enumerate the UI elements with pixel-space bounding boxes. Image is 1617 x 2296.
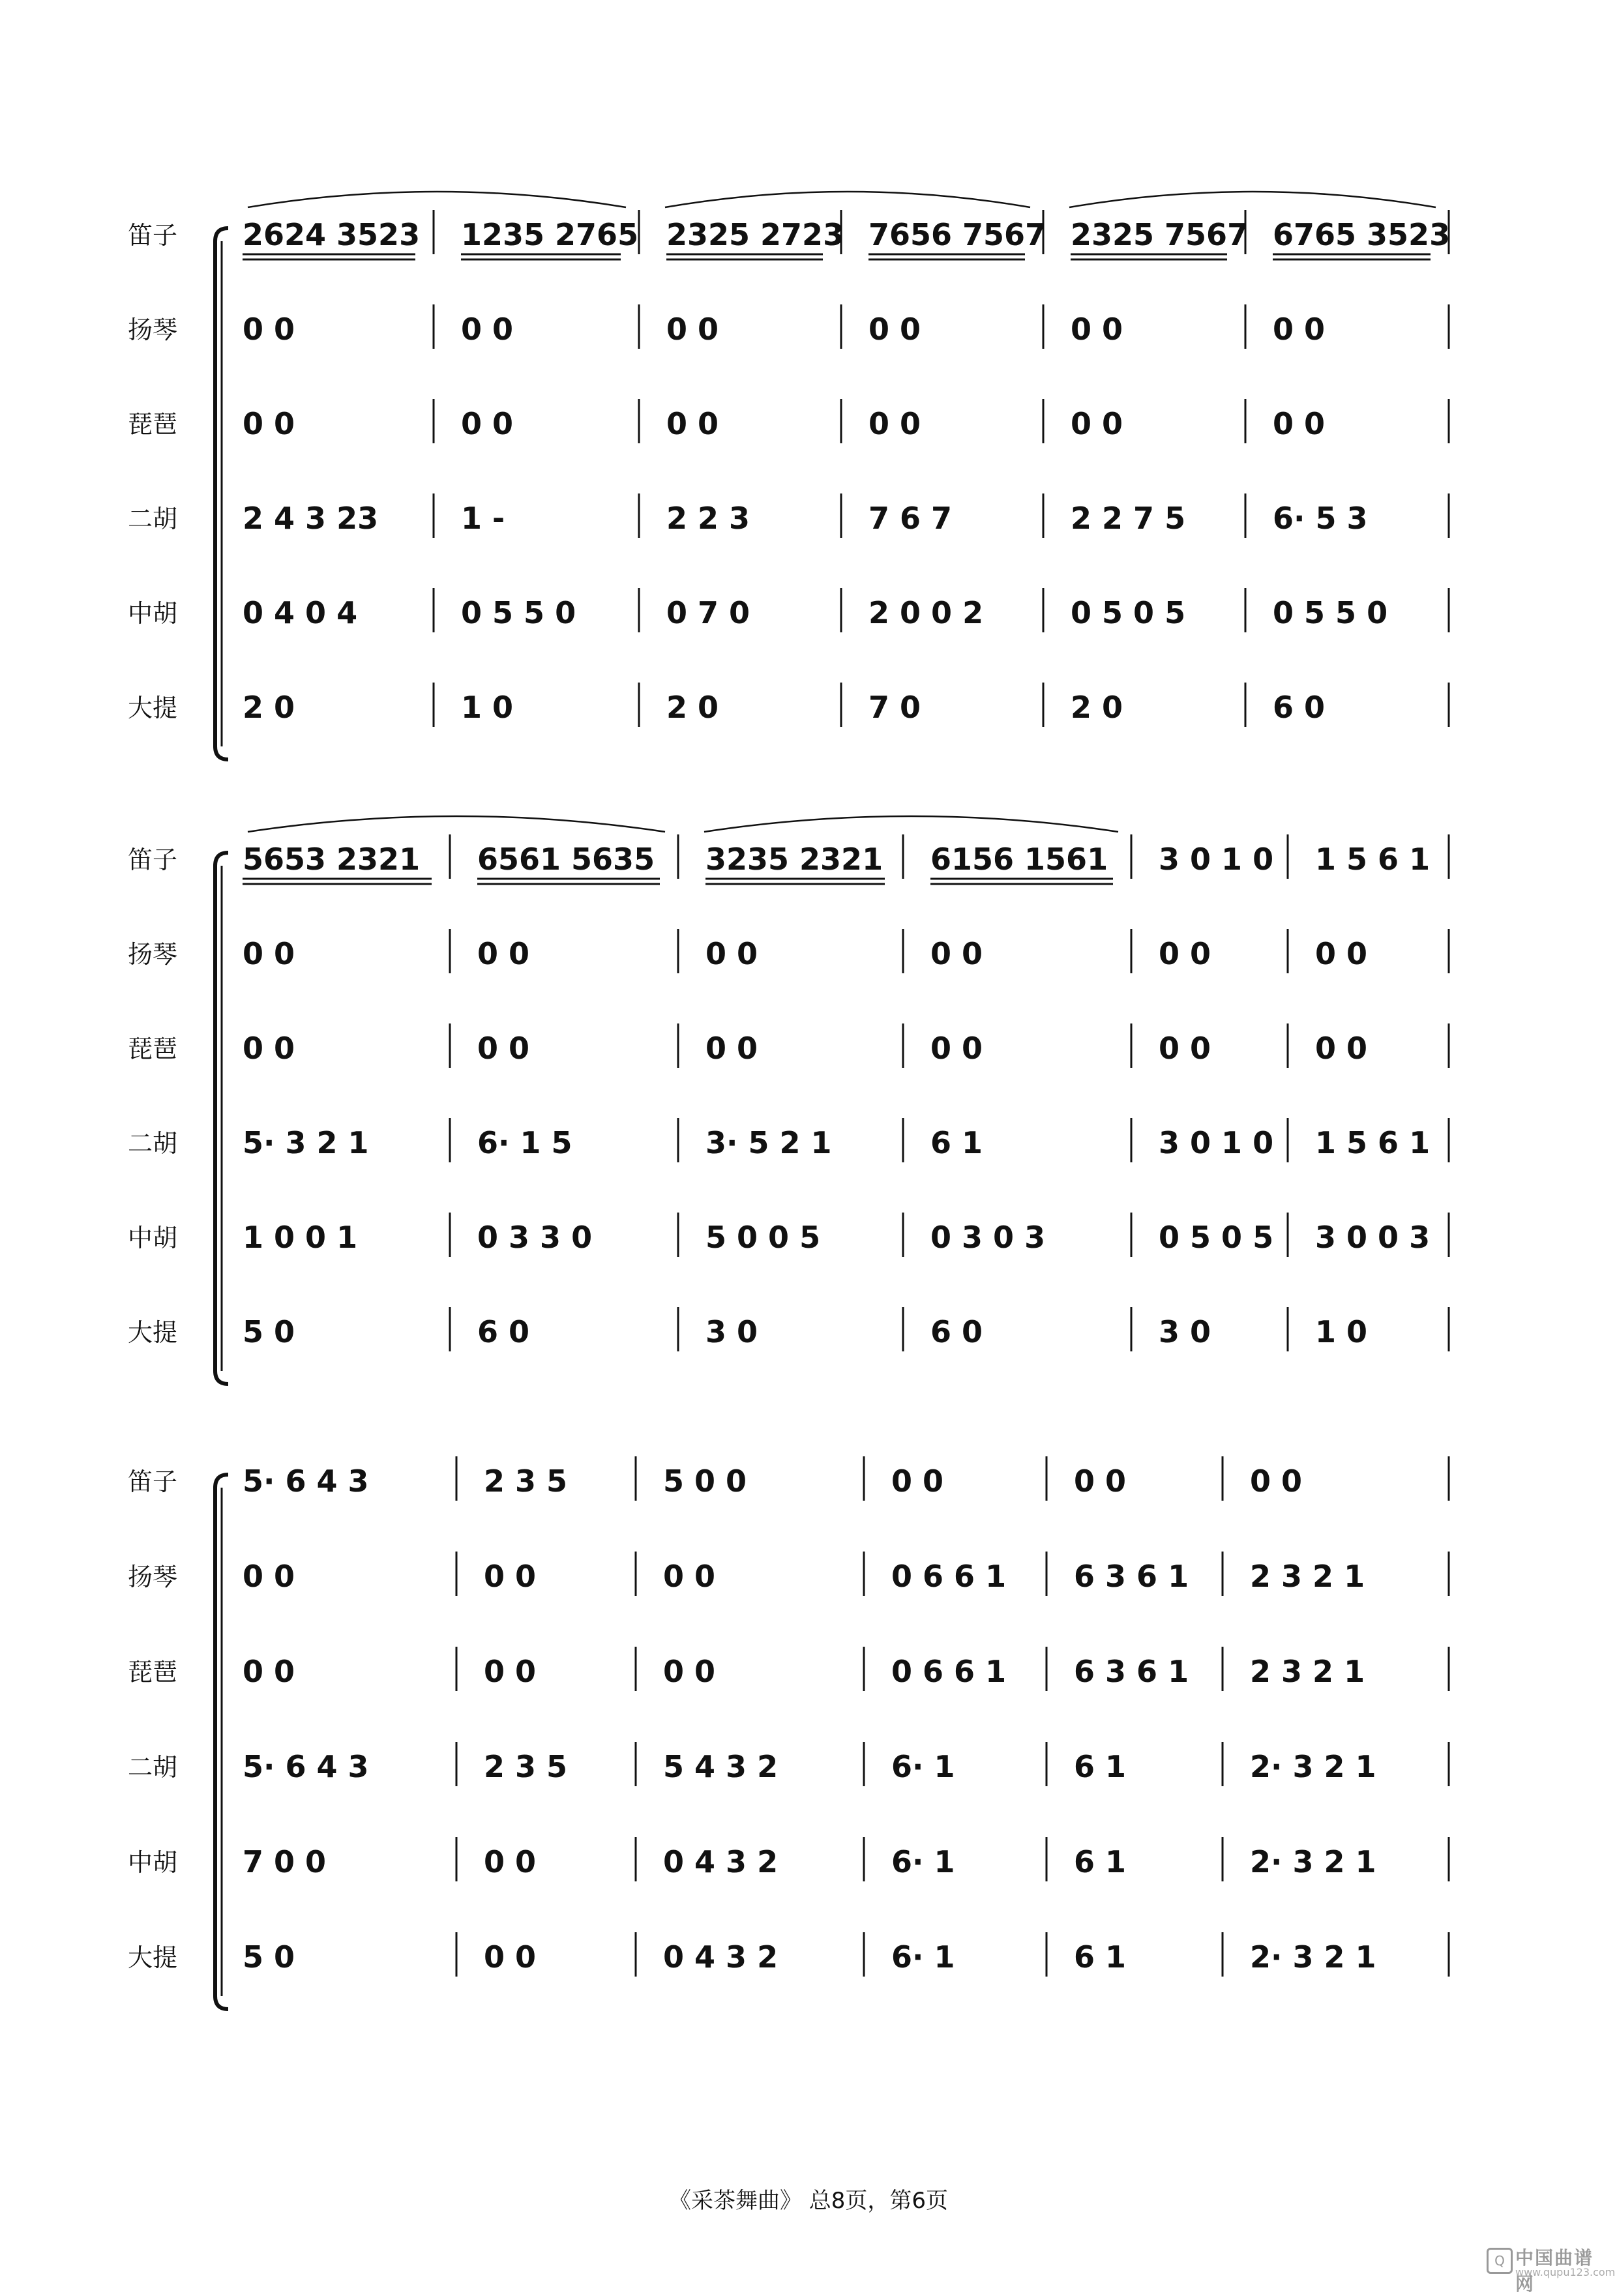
measure-notes: 0 5 5 0 — [461, 595, 576, 630]
measure-notes: 0 4 3 2 — [663, 1939, 779, 1975]
measure-notes: 6 0 — [930, 1314, 983, 1349]
measure-notes: 5 0 0 5 — [705, 1220, 821, 1255]
measure-notes: 0 0 — [891, 1464, 944, 1499]
watermark — [1487, 2243, 1616, 2295]
measure-notes: 2 0 — [1071, 690, 1123, 725]
measure-notes: 3235 2321 — [705, 842, 883, 877]
measure-notes: 6· 1 5 — [477, 1125, 572, 1160]
measure-notes: 0 0 — [1273, 312, 1326, 347]
measure-notes: 5 0 — [243, 1314, 295, 1349]
measure-notes: 1 5 6 1 — [1315, 1125, 1431, 1160]
measure-notes: 0 0 — [663, 1654, 716, 1689]
measure-notes: 0 3 3 0 — [477, 1220, 593, 1255]
measure-notes: 7656 7567 — [868, 217, 1046, 252]
measure-notes: 0 0 — [243, 406, 295, 441]
measure-notes: 2 3 5 — [484, 1464, 568, 1499]
measure-notes: 0 0 — [477, 1031, 530, 1066]
measure-notes: 0 0 — [1315, 936, 1368, 971]
measure-notes: 0 0 — [461, 312, 514, 347]
measure-notes: 0 0 — [930, 936, 983, 971]
measure-notes: 2 3 2 1 — [1250, 1654, 1365, 1689]
measure-notes: 0 0 — [1159, 1031, 1211, 1066]
measure-notes: 5 0 0 — [663, 1464, 747, 1499]
measure-notes: 0 5 0 5 — [1071, 595, 1186, 630]
measure-notes: 1 5 6 1 — [1315, 842, 1431, 877]
measure-notes: 3 0 1 0 — [1159, 1125, 1274, 1160]
measure-notes: 1 - — [461, 501, 505, 536]
measure-notes: 5653 2321 — [243, 842, 421, 877]
measure-notes: 0 0 — [1074, 1464, 1127, 1499]
instrument-label: 二胡 — [127, 1129, 177, 1158]
measure-notes: 0 4 3 2 — [663, 1844, 779, 1879]
measure-notes: 2325 7567 — [1071, 217, 1249, 252]
measure-notes: 6· 1 — [891, 1749, 955, 1784]
measure-notes: 0 5 0 5 — [1159, 1220, 1274, 1255]
measure-notes: 0 0 — [705, 936, 758, 971]
measure-notes: 2· 3 2 1 — [1250, 1749, 1376, 1784]
instrument-label: 笛子 — [127, 846, 177, 874]
measure-notes: 0 0 — [1273, 406, 1326, 441]
measure-notes: 0 0 — [1315, 1031, 1368, 1066]
measure-notes: 1 0 — [1315, 1314, 1368, 1349]
instrument-label: 笛子 — [127, 221, 177, 250]
measure-notes: 2 4 3 23 — [243, 501, 379, 536]
measure-notes: 5 0 — [243, 1939, 295, 1975]
measure-notes: 6· 1 — [891, 1844, 955, 1879]
measure-notes: 2 3 2 1 — [1250, 1559, 1365, 1594]
measure-notes: 0 0 — [930, 1031, 983, 1066]
measure-notes: 1 0 0 1 — [243, 1220, 358, 1255]
measure-notes: 5· 6 4 3 — [243, 1464, 369, 1499]
instrument-label: 笛子 — [127, 1467, 177, 1496]
measure-notes: 2325 2723 — [666, 217, 844, 252]
instrument-label: 琵琶 — [127, 1035, 177, 1063]
measure-notes: 0 0 — [484, 1939, 537, 1975]
measure-notes: 7 0 — [868, 690, 921, 725]
measure-notes: 0 0 — [243, 1031, 295, 1066]
measure-notes: 6 1 — [1074, 1844, 1127, 1879]
measure-notes: 2624 3523 — [243, 217, 421, 252]
measure-notes: 0 0 — [666, 312, 719, 347]
measure-notes: 0 0 — [1071, 406, 1123, 441]
instrument-label: 琵琶 — [127, 1658, 177, 1686]
measure-notes: 0 4 0 4 — [243, 595, 358, 630]
measure-notes: 0 5 5 0 — [1273, 595, 1388, 630]
measure-notes: 3 0 — [705, 1314, 758, 1349]
measure-notes: 3· 5 2 1 — [705, 1125, 832, 1160]
instrument-label: 琵琶 — [127, 410, 177, 439]
instrument-label: 中胡 — [127, 1848, 177, 1877]
measure-notes: 2 3 5 — [484, 1749, 568, 1784]
instrument-label: 中胡 — [127, 599, 177, 628]
measure-notes: 3 0 1 0 — [1159, 842, 1274, 877]
measure-notes: 6156 1561 — [930, 842, 1108, 877]
slur — [248, 816, 665, 832]
measure-notes: 2 2 7 5 — [1071, 501, 1186, 536]
measure-notes: 0 0 — [1250, 1464, 1303, 1499]
measure-notes: 1 0 — [461, 690, 514, 725]
measure-notes: 0 0 — [1071, 312, 1123, 347]
measure-notes: 2 2 3 — [666, 501, 750, 536]
measure-notes: 0 7 0 — [666, 595, 750, 630]
slur — [665, 192, 1030, 207]
measure-notes: 0 0 — [243, 936, 295, 971]
slur — [248, 192, 626, 207]
measure-notes: 3 0 — [1159, 1314, 1211, 1349]
measure-notes: 7 6 7 — [868, 501, 953, 536]
measure-notes: 6561 5635 — [477, 842, 655, 877]
measure-notes: 0 0 — [705, 1031, 758, 1066]
measure-notes: 0 0 — [666, 406, 719, 441]
measure-notes: 6 0 — [1273, 690, 1326, 725]
watermark-name: 中国曲谱网 — [1515, 2247, 1594, 2295]
measure-notes: 0 0 — [484, 1844, 537, 1879]
watermark-logo-icon: Q — [1487, 2248, 1513, 2274]
measure-notes: 0 0 — [1159, 936, 1211, 971]
measure-notes: 6765 3523 — [1273, 217, 1451, 252]
measure-notes: 0 0 — [243, 1559, 295, 1594]
measure-notes: 0 0 — [461, 406, 514, 441]
instrument-label: 大提 — [127, 694, 177, 722]
slur — [704, 816, 1118, 832]
measure-notes: 6 3 6 1 — [1074, 1654, 1189, 1689]
instrument-label: 二胡 — [127, 1753, 177, 1782]
measure-notes: 0 0 — [243, 1654, 295, 1689]
measure-notes: 3 0 0 3 — [1315, 1220, 1431, 1255]
measure-notes: 0 0 — [484, 1654, 537, 1689]
measure-notes: 2· 3 2 1 — [1250, 1939, 1376, 1975]
measure-notes: 0 0 — [663, 1559, 716, 1594]
measure-notes: 0 6 6 1 — [891, 1654, 1007, 1689]
measure-notes: 6· 5 3 — [1273, 501, 1368, 536]
instrument-label: 二胡 — [127, 505, 177, 533]
measure-notes: 2 0 0 2 — [868, 595, 984, 630]
measure-notes: 2 0 — [243, 690, 295, 725]
instrument-label: 大提 — [127, 1318, 177, 1347]
measure-notes: 0 0 — [484, 1559, 537, 1594]
instrument-label: 扬琴 — [127, 316, 177, 344]
measure-notes: 0 0 — [477, 936, 530, 971]
measure-notes: 1235 2765 — [461, 217, 639, 252]
measure-notes: 6· 1 — [891, 1939, 955, 1975]
measure-notes: 6 0 — [477, 1314, 530, 1349]
measure-notes: 0 0 — [243, 312, 295, 347]
measure-notes: 0 3 0 3 — [930, 1220, 1046, 1255]
measure-notes: 5· 3 2 1 — [243, 1125, 369, 1160]
measure-notes: 5 4 3 2 — [663, 1749, 779, 1784]
instrument-label: 扬琴 — [127, 940, 177, 969]
measure-notes: 6 1 — [1074, 1939, 1127, 1975]
slur — [1069, 192, 1436, 207]
measure-notes: 2· 3 2 1 — [1250, 1844, 1376, 1879]
page-footer: 《采茶舞曲》 总8页，第6页 — [668, 2188, 949, 2214]
measure-notes: 0 6 6 1 — [891, 1559, 1007, 1594]
instrument-label: 扬琴 — [127, 1563, 177, 1591]
measure-notes: 6 3 6 1 — [1074, 1559, 1189, 1594]
instrument-label: 大提 — [127, 1943, 177, 1972]
measure-notes: 2 0 — [666, 690, 719, 725]
measure-notes: 7 0 0 — [243, 1844, 327, 1879]
measure-notes: 6 1 — [1074, 1749, 1127, 1784]
measure-notes: 5· 6 4 3 — [243, 1749, 369, 1784]
measure-notes: 0 0 — [868, 406, 921, 441]
measure-notes: 6 1 — [930, 1125, 983, 1160]
instrument-label: 中胡 — [127, 1224, 177, 1252]
measure-notes: 0 0 — [868, 312, 921, 347]
watermark-url: www.qupu123.com — [1515, 2266, 1616, 2278]
